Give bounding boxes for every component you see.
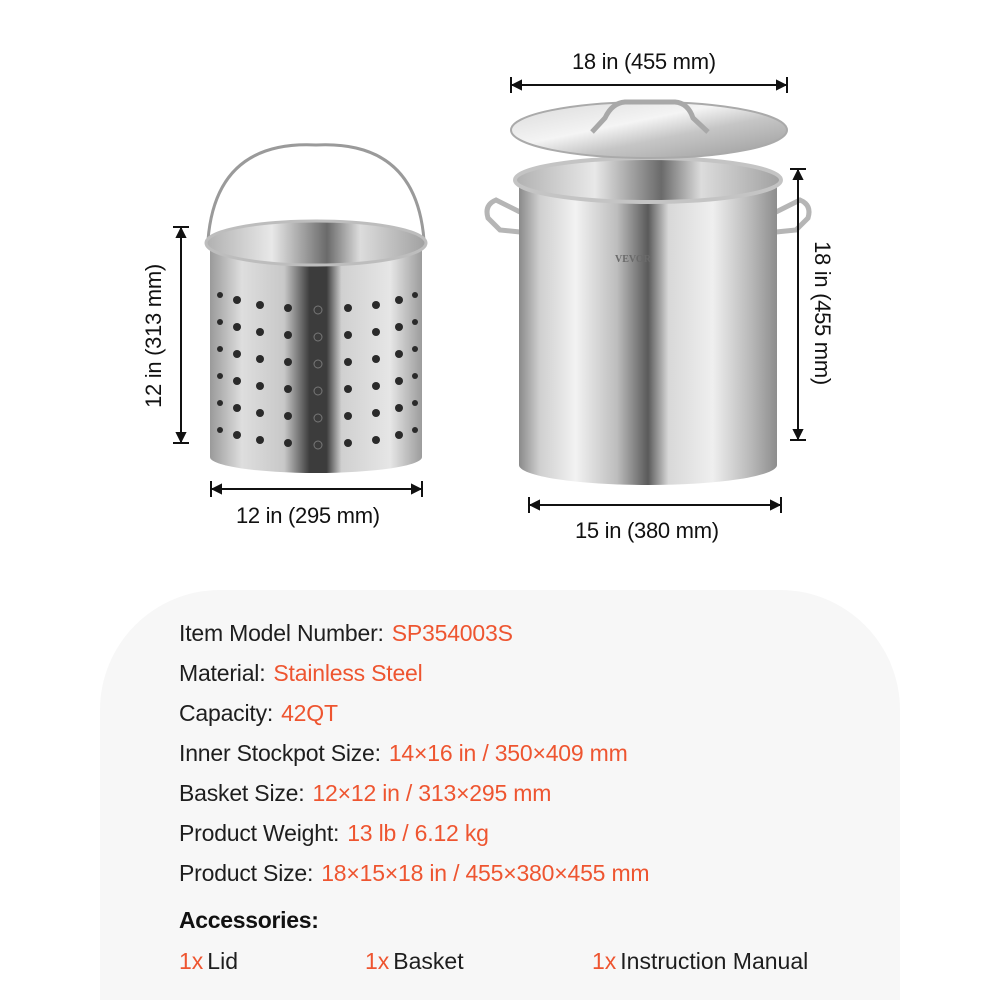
dim-pot-base-line [529,497,781,513]
spec-value: 14×16 in / 350×409 mm [388,740,628,766]
dim-lid-width-label: 18 in (455 mm) [572,49,716,74]
accessories-title: Accessories: [179,907,319,933]
dim-pot-base-label: 15 in (380 mm) [575,518,719,543]
spec-label: Item Model Number: [179,620,384,646]
spec-label: Material: [179,660,266,686]
accessory-item-lid [179,948,238,975]
spec-row-capacity [179,700,338,727]
accessory-name: Lid [207,948,238,974]
spec-value: 12×12 in / 313×295 mm [312,780,552,806]
accessory-item-basket [365,948,464,975]
stockpot-image [487,102,809,485]
spec-label: Capacity: [179,700,274,726]
accessory-qty: 1x [179,948,204,974]
spec-row-basket-size [179,780,551,807]
basket-image [206,145,426,473]
dim-basket-width-label: 12 in (295 mm) [236,503,380,528]
spec-value: SP354003S [391,620,513,646]
accessory-qty: 1x [365,948,390,974]
accessory-item-manual [592,948,808,975]
spec-value: 42QT [281,700,338,726]
accessory-name: Basket [393,948,464,974]
dim-pot-height-line [790,169,806,440]
spec-label: Product Weight: [179,820,340,846]
dim-basket-width-line [211,481,422,497]
spec-row-inner-size [179,740,628,767]
dim-pot-height-label: 18 in (455 mm) [810,241,835,385]
spec-value: Stainless Steel [273,660,423,686]
spec-value: 13 lb / 6.12 kg [347,820,489,846]
spec-row-weight [179,820,489,847]
spec-value: 18×15×18 in / 455×380×455 mm [321,860,650,886]
dim-basket-height-line [173,227,189,443]
spec-label: Basket Size: [179,780,305,806]
spec-row-model [179,620,513,647]
spec-row-material [179,660,423,687]
accessory-name: Instruction Manual [620,948,809,974]
spec-label: Product Size: [179,860,314,886]
accessory-qty: 1x [592,948,617,974]
dim-lid-width-line [511,77,787,93]
brand-mark: VEVOR [615,254,651,265]
spec-label: Inner Stockpot Size: [179,740,381,766]
spec-row-product-size [179,860,649,887]
dim-basket-height-label: 12 in (313 mm) [141,264,166,408]
